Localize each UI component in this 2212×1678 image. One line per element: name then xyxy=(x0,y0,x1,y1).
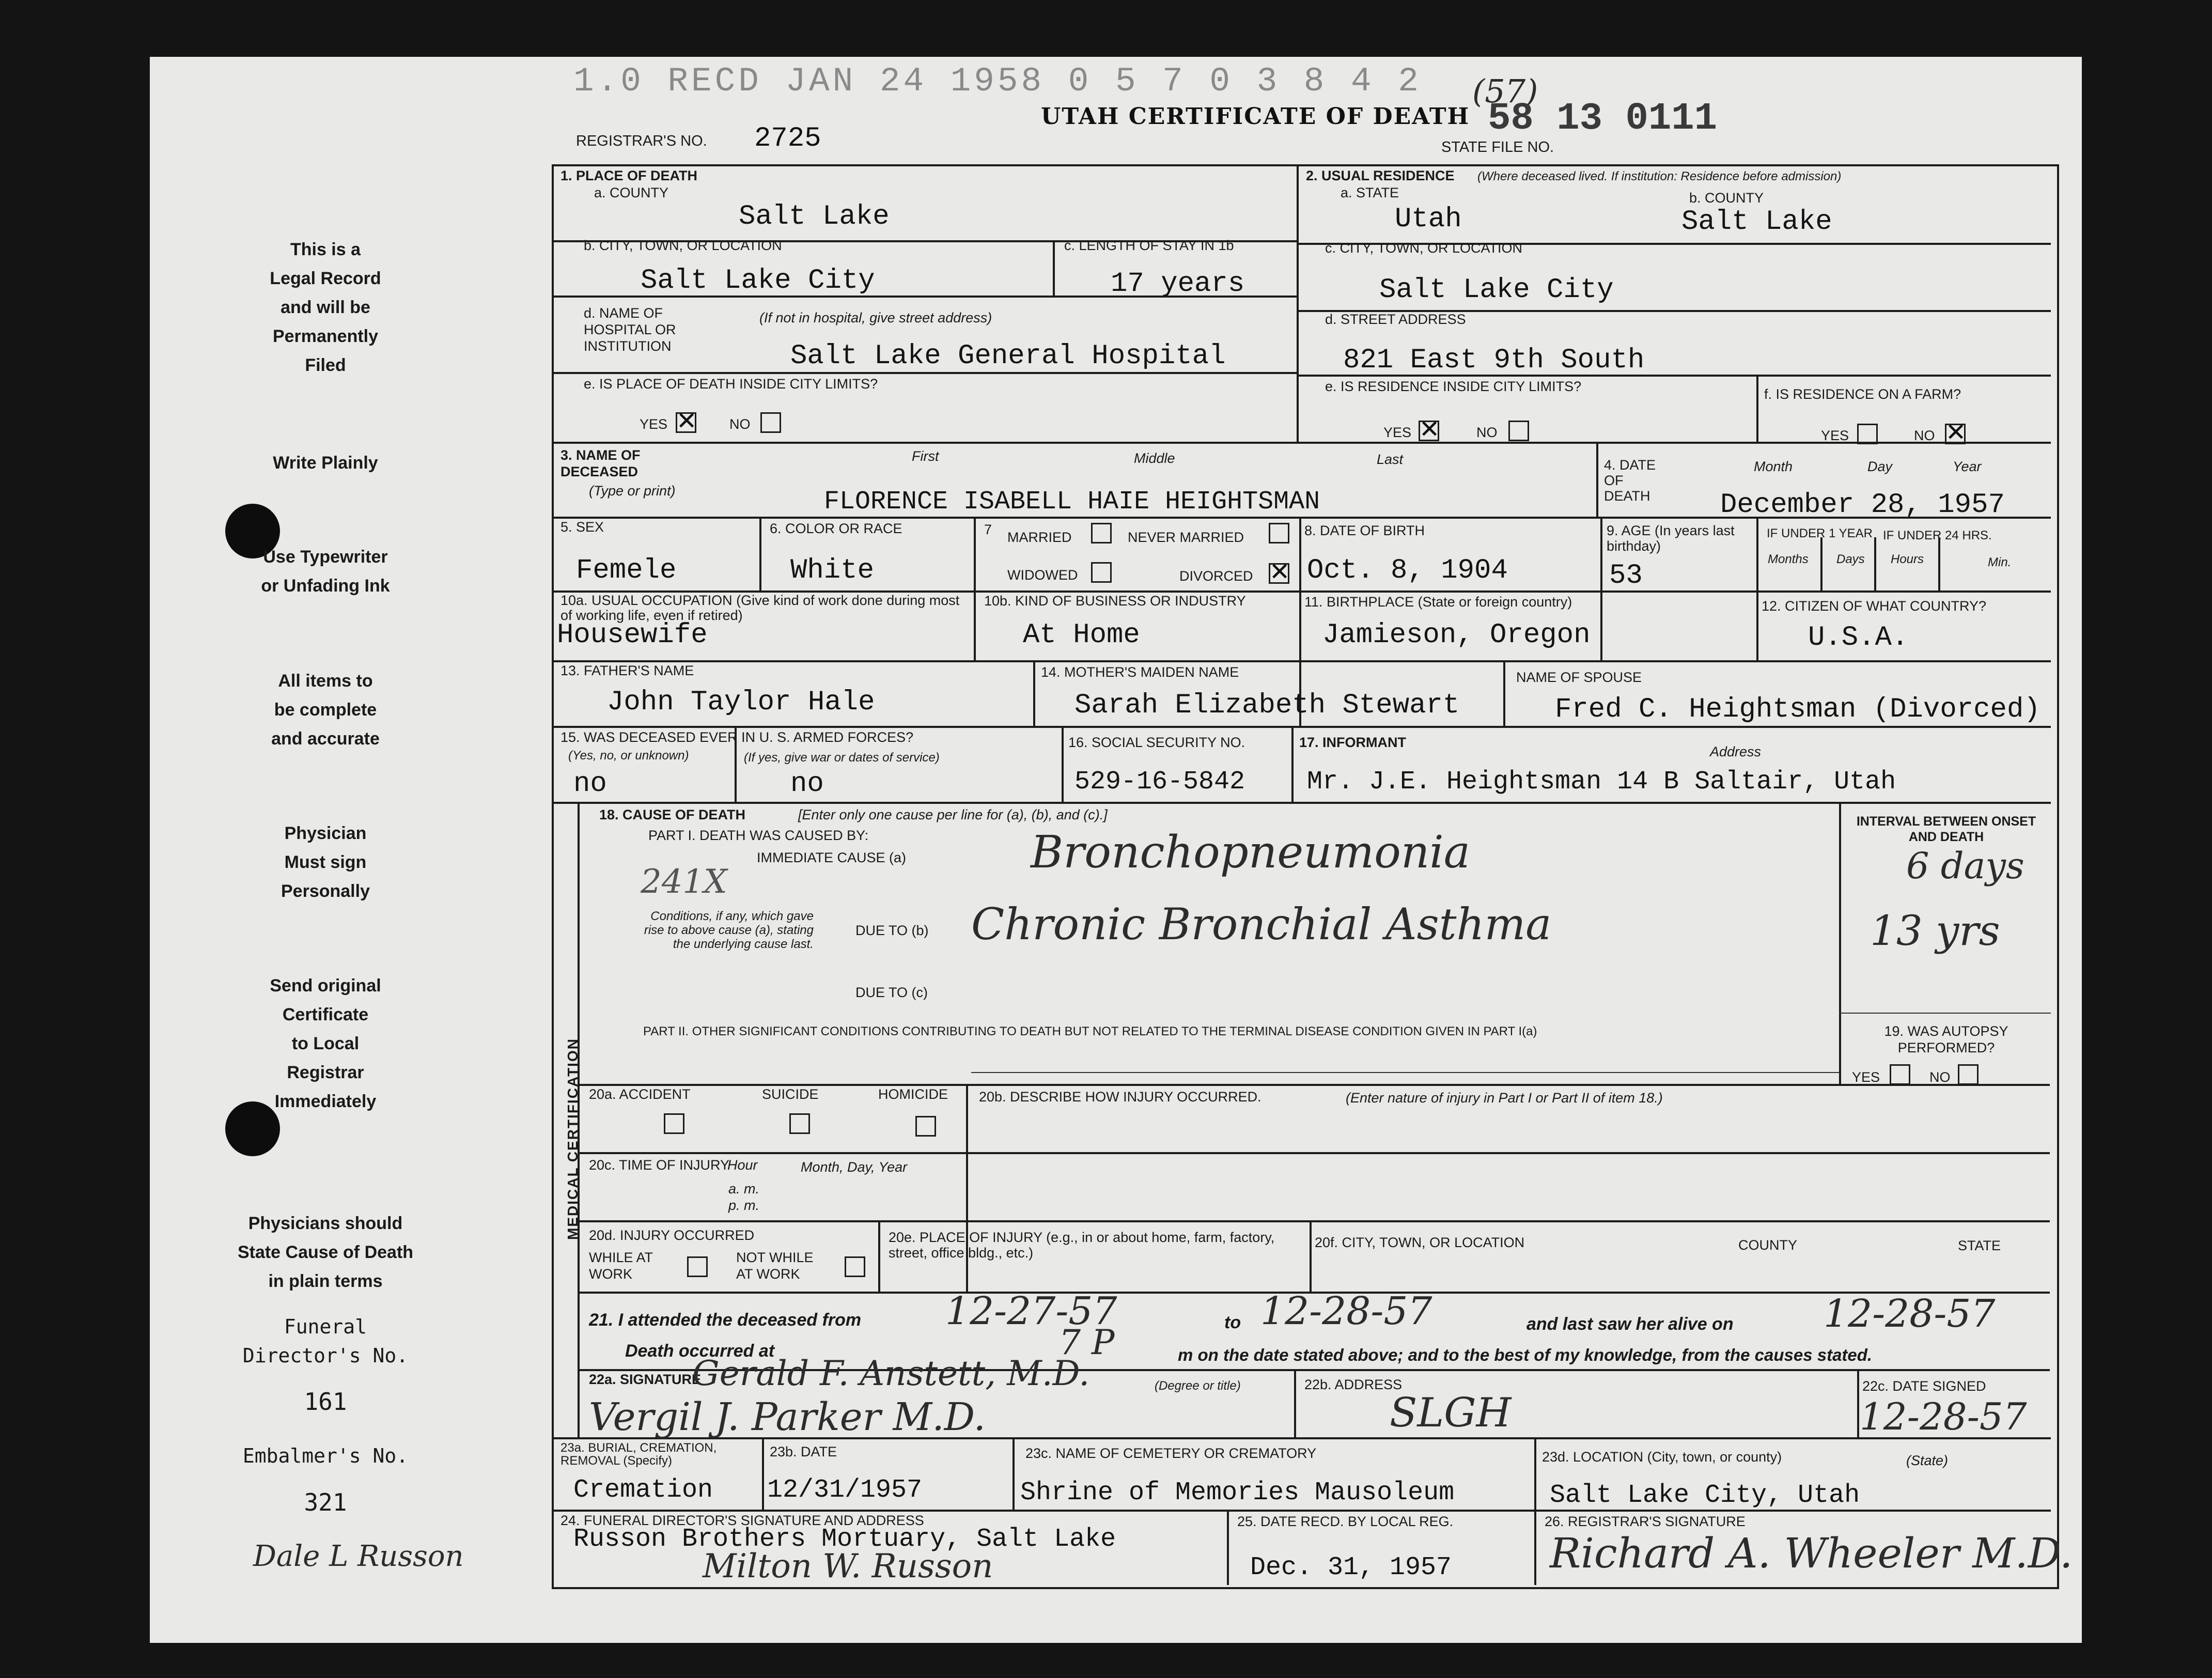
funeral-director-signature: Milton W. Russon xyxy=(703,1547,993,1586)
typewriter-note: Use Typewriter or Unfading Ink xyxy=(261,547,390,596)
immediate-cause-label: IMMEDIATE CAUSE (a) xyxy=(757,850,907,865)
state-file-handwritten: (57) xyxy=(1472,72,1538,110)
business-value: At Home xyxy=(1023,619,1140,651)
dob-label: 8. DATE OF BIRTH xyxy=(1304,523,1425,538)
first-name-label: First xyxy=(912,448,939,464)
married-label: MARRIED xyxy=(1007,530,1072,545)
registrar-label: REGISTRAR'S NO. xyxy=(576,133,707,149)
informant-label: 17. INFORMANT xyxy=(1299,735,1407,750)
occupation-label: 10a. USUAL OCCUPATION (Give kind of work done during most of working life, even if retired) xyxy=(560,593,960,623)
place-inside-yes-checkbox[interactable] xyxy=(676,412,696,433)
injury-state-label: STATE xyxy=(1958,1238,2001,1253)
suicide-checkbox[interactable] xyxy=(789,1113,810,1134)
widowed-label: WIDOWED xyxy=(1007,567,1078,583)
stay-label: c. LENGTH OF STAY IN 1b xyxy=(1064,238,1234,253)
burial-date-label: 23b. DATE xyxy=(770,1444,837,1459)
spouse-label: NAME OF SPOUSE xyxy=(1516,670,1642,685)
autopsy-no-checkbox[interactable] xyxy=(1958,1064,1979,1085)
never-married-label: NEVER MARRIED xyxy=(1128,530,1244,545)
hospital-note: (If not in hospital, give street address) xyxy=(759,310,992,325)
married-checkbox[interactable] xyxy=(1091,523,1112,543)
farm-yes-label: YES xyxy=(1821,428,1849,443)
death-occurred-label: Death occurred at xyxy=(625,1341,775,1361)
interval-label: INTERVAL BETWEEN ONSET AND DEATH xyxy=(1856,814,2036,844)
not-while-at-work-checkbox[interactable] xyxy=(845,1256,865,1277)
father-name: John Taylor Hale xyxy=(607,687,875,718)
county-label: a. COUNTY xyxy=(594,185,669,200)
citizen-value: U.S.A. xyxy=(1808,622,1909,654)
describe-injury-label: 20b. DESCRIBE HOW INJURY OCCURRED. xyxy=(979,1089,1261,1105)
degree-label: (Degree or title) xyxy=(1155,1379,1241,1393)
hours-label: Hours xyxy=(1891,552,1924,566)
res-state-label: a. STATE xyxy=(1341,185,1399,200)
state-file-label: STATE FILE NO. xyxy=(1441,139,1554,156)
place-inside-no-checkbox[interactable] xyxy=(760,412,781,433)
dod-day-label: Day xyxy=(1867,459,1893,474)
under-1-year-label: IF UNDER 1 YEAR xyxy=(1767,526,1873,540)
while-at-work-checkbox[interactable] xyxy=(687,1256,708,1277)
cause-code: 241X xyxy=(641,863,727,901)
attended-to: 12-28-57 xyxy=(1260,1289,1432,1333)
citizen-label: 12. CITIZEN OF WHAT COUNTRY? xyxy=(1762,598,1987,614)
medical-certification-label: MEDICAL CERTIFICATION xyxy=(565,1038,581,1240)
binder-hole-bottom xyxy=(225,1101,280,1156)
stamp-number: 1.0 RECD JAN 24 1958 0 5 7 0 3 8 4 2 xyxy=(573,62,1422,101)
cause-b-value: Chronic Bronchial Asthma xyxy=(971,899,1552,950)
min-label: Min. xyxy=(1988,555,2012,569)
farm-yes-checkbox[interactable] xyxy=(1857,424,1878,444)
middle-name-label: Middle xyxy=(1134,450,1175,466)
death-time: 7 P xyxy=(1059,1323,1115,1362)
residence-note: (Where deceased lived. If institution: Residence before admission) xyxy=(1477,169,1842,183)
race-value: White xyxy=(790,555,875,586)
autopsy-yes-checkbox[interactable] xyxy=(1890,1064,1910,1085)
date-of-birth: Oct. 8, 1904 xyxy=(1307,555,1508,586)
state-file-number: 58 13 0111 xyxy=(1488,97,1718,141)
date-signed-label: 22c. DATE SIGNED xyxy=(1862,1378,1986,1394)
physician-note: Physician Must sign Personally xyxy=(281,824,370,901)
dod-year-label: Year xyxy=(1953,459,1982,474)
cause-of-death-label: 18. CAUSE OF DEATH xyxy=(599,807,746,822)
residence-county: Salt Lake xyxy=(1681,206,1832,238)
funeral-director-label-24: 24. FUNERAL DIRECTOR'S SIGNATURE AND ADDRESS xyxy=(560,1513,924,1528)
occupation-value: Housewife xyxy=(557,619,708,651)
divorced-checkbox[interactable] xyxy=(1269,563,1289,584)
pm-label: p. m. xyxy=(728,1198,760,1213)
certificate-title: UTAH CERTIFICATE OF DEATH xyxy=(1041,103,1470,130)
res-limits-label: e. IS RESIDENCE INSIDE CITY LIMITS? xyxy=(1325,379,1582,394)
accident-checkbox[interactable] xyxy=(664,1113,684,1134)
homicide-label: HOMICIDE xyxy=(878,1086,948,1102)
place-of-death-label: 1. PLACE OF DEATH xyxy=(560,168,698,183)
farm-label: f. IS RESIDENCE ON A FARM? xyxy=(1764,386,1961,402)
death-city: Salt Lake City xyxy=(641,265,875,297)
burial-label: 23a. BURIAL, CREMATION, REMOVAL (Specify) xyxy=(560,1441,717,1468)
mother-name: Sarah Elizabeth Stewart xyxy=(1074,690,1460,721)
cemetery-value: Shrine of Memories Mausoleum xyxy=(1020,1478,1455,1508)
birthplace-label: 11. BIRTHPLACE (State or foreign country) xyxy=(1304,594,1572,610)
hospital-label: d. NAME OF HOSPITAL OR INSTITUTION xyxy=(584,305,676,354)
length-of-stay: 17 years xyxy=(1111,268,1245,300)
date-received-label: 25. DATE RECD. BY LOCAL REG. xyxy=(1237,1514,1454,1529)
while-at-work-label: WHILE AT WORK xyxy=(589,1250,653,1282)
write-plainly-note: Write Plainly xyxy=(273,453,378,473)
place-yes-label: YES xyxy=(640,416,668,432)
burial-value: Cremation xyxy=(573,1475,713,1505)
sex-value: Femele xyxy=(576,555,677,586)
death-county: Salt Lake xyxy=(739,201,890,232)
hospital-name: Salt Lake General Hospital xyxy=(790,340,1226,372)
month-day-year-label: Month, Day, Year xyxy=(801,1159,908,1175)
registrar-number: 2725 xyxy=(754,123,821,154)
cemetery-label: 23c. NAME OF CEMETERY OR CREMATORY xyxy=(1025,1446,1317,1461)
res-county-label: b. COUNTY xyxy=(1689,190,1764,206)
funeral-director-value: Russon Brothers Mortuary, Salt Lake xyxy=(573,1525,1116,1554)
registrar-signature: Richard A. Wheeler M.D. xyxy=(1550,1529,2073,1577)
injury-occurred-label: 20d. INJURY OCCURRED xyxy=(589,1228,755,1243)
last-name-label: Last xyxy=(1377,452,1404,467)
informant-value: Mr. J.E. Heightsman 14 B Saltair, Utah xyxy=(1307,767,1896,797)
attended-label: 21. I attended the deceased from xyxy=(589,1310,862,1330)
date-signed: 12-28-57 xyxy=(1860,1395,2027,1438)
street-address: 821 East 9th South xyxy=(1343,345,1645,376)
items-complete-note: All items to be complete and accurate xyxy=(271,671,380,749)
burial-state-label: (State) xyxy=(1906,1453,1949,1468)
embalmer-label: Embalmer's No. xyxy=(242,1444,409,1467)
informant-address-label: Address xyxy=(1710,744,1762,759)
time-of-injury-label: 20c. TIME OF INJURY xyxy=(589,1157,730,1173)
send-original-note: Send original Certificate to Local Registrar Immediately xyxy=(270,976,381,1111)
not-while-at-work-label: NOT WHILE AT WORK xyxy=(736,1250,814,1282)
physician-address: SLGH xyxy=(1390,1390,1512,1436)
residence-inside-yes-checkbox[interactable] xyxy=(1419,421,1439,441)
burial-date: 12/31/1957 xyxy=(767,1475,923,1505)
armed-forces-value: no xyxy=(573,768,607,800)
residence-inside-no-checkbox[interactable] xyxy=(1508,421,1529,441)
days-label: Days xyxy=(1836,552,1865,566)
burial-location: Salt Lake City, Utah xyxy=(1550,1481,1860,1510)
age-value: 53 xyxy=(1609,560,1643,592)
part2-label: PART II. OTHER SIGNIFICANT CONDITIONS CONTRIBUTING TO DEATH BUT NOT RELATED TO THE TERMINAL DISEASE CONDITION GIVEN IN PART I(a) xyxy=(643,1024,1537,1038)
residence-state: Utah xyxy=(1395,204,1462,235)
race-label: 6. COLOR OR RACE xyxy=(770,521,902,536)
homicide-checkbox[interactable] xyxy=(915,1116,936,1137)
farm-no-checkbox[interactable] xyxy=(1945,424,1966,444)
cause-a-value: Bronchopneumonia xyxy=(1031,827,1471,878)
deceased-name-label: 3. NAME OF DECEASED xyxy=(560,447,641,479)
describe-injury-note: (Enter nature of injury in Part I or Part II of item 18.) xyxy=(1346,1090,1663,1106)
father-label: 13. FATHER'S NAME xyxy=(560,663,694,678)
inside-limits-label: e. IS PLACE OF DEATH INSIDE CITY LIMITS? xyxy=(584,376,878,392)
residence-city: Salt Lake City xyxy=(1379,274,1614,306)
cause-of-death-note: [Enter only one cause per line for (a), (b), and (c).] xyxy=(798,807,1108,822)
months-label: Months xyxy=(1768,552,1809,566)
residence-label: 2. USUAL RESIDENCE xyxy=(1306,168,1455,183)
injury-city-label: 20f. CITY, TOWN, OR LOCATION xyxy=(1315,1235,1525,1250)
place-no-label: NO xyxy=(729,416,751,432)
sex-label: 5. SEX xyxy=(560,519,604,535)
funeral-director-label: Funeral Director's No. xyxy=(242,1315,409,1367)
physician-address-label: 22b. ADDRESS xyxy=(1304,1377,1403,1392)
spouse-name: Fred C. Heightsman (Divorced) xyxy=(1555,694,2040,725)
dod-month-label: Month xyxy=(1754,459,1793,474)
date-received: Dec. 31, 1957 xyxy=(1250,1553,1452,1582)
date-of-death: December 28, 1957 xyxy=(1720,489,2005,521)
ssn-label: 16. SOCIAL SECURITY NO. xyxy=(1068,735,1245,750)
deceased-name-note: (Type or print) xyxy=(589,483,676,499)
interval-a-value: 6 days xyxy=(1906,845,2024,887)
last-seen-label: and last saw her alive on xyxy=(1526,1314,1734,1334)
due-to-b-label: DUE TO (b) xyxy=(855,923,929,938)
street-label: d. STREET ADDRESS xyxy=(1325,312,1466,327)
conditions-note: Conditions, if any, which gave rise to above cause (a), stating the underlying cause last. xyxy=(644,909,814,951)
burial-location-label: 23d. LOCATION (City, town, or county) xyxy=(1542,1449,1782,1465)
due-to-c-label: DUE TO (c) xyxy=(855,985,928,1000)
deceased-name: FLORENCE ISABELL HAIE HEIGHTSMAN xyxy=(824,487,1320,517)
accident-label: 20a. ACCIDENT xyxy=(589,1086,691,1102)
res-yes-label: YES xyxy=(1383,425,1412,440)
attended-from: 12-27-57 xyxy=(945,1289,1117,1333)
age-label: 9. AGE (In years last birthday) xyxy=(1607,523,1735,554)
autopsy-no-label: NO xyxy=(1929,1069,1951,1085)
place-of-injury-label: 20e. PLACE OF INJURY (e.g., in or about home, farm, factory, street, office bldg., etc.) xyxy=(889,1230,1275,1261)
war-service-note: (If yes, give war or dates of service) xyxy=(744,751,940,765)
legal-record-note: This is a Legal Record and will be Permanently Filed xyxy=(270,240,381,375)
ssn-value: 529-16-5842 xyxy=(1074,767,1245,797)
part1-label: PART I. DEATH WAS CAUSED BY: xyxy=(648,828,869,843)
signature-label: 22a. SIGNATURE xyxy=(589,1372,702,1387)
armed-forces-note: (Yes, no, or unknown) xyxy=(568,749,689,763)
funeral-director-no: 161 xyxy=(304,1388,347,1416)
armed-forces-label: 15. WAS DECEASED EVER IN U. S. ARMED FORCES? xyxy=(560,729,914,745)
registrar-signature-label: 26. REGISTRAR'S SIGNATURE xyxy=(1545,1514,1746,1529)
res-city-label: c. CITY, TOWN, OR LOCATION xyxy=(1325,240,1523,256)
state-cause-note: Physicians should State Cause of Death in plain terms xyxy=(237,1214,414,1291)
embalmer-no: 321 xyxy=(304,1488,347,1516)
injury-county-label: COUNTY xyxy=(1738,1237,1797,1253)
birthplace-value: Jamieson, Oregon xyxy=(1322,619,1591,651)
embalmer-signature: Dale L Russon xyxy=(253,1540,464,1573)
am-label: a. m. xyxy=(728,1181,760,1197)
mother-label: 14. MOTHER'S MAIDEN NAME xyxy=(1041,664,1239,680)
war-service-value: no xyxy=(790,768,824,800)
death-city-label: b. CITY, TOWN, OR LOCATION xyxy=(584,238,782,253)
autopsy-label: 19. WAS AUTOPSY PERFORMED? xyxy=(1884,1023,2008,1055)
physician-signature-1: Gerald F. Anstett, M.D. xyxy=(692,1354,1090,1393)
res-no-label: NO xyxy=(1476,425,1498,440)
interval-b-value: 13 yrs xyxy=(1870,907,2000,955)
marital-number: 7 xyxy=(984,522,992,537)
death-occurred-rest: m on the date stated above; and to the best of my knowledge, from the causes stated. xyxy=(1178,1345,1873,1364)
under-24-hrs-label: IF UNDER 24 HRS. xyxy=(1883,529,1992,542)
suicide-label: SUICIDE xyxy=(762,1086,819,1102)
divorced-label: DIVORCED xyxy=(1179,568,1253,584)
last-seen-date: 12-28-57 xyxy=(1824,1292,1996,1336)
attended-to-label: to xyxy=(1224,1313,1241,1332)
hour-label: Hour xyxy=(727,1157,758,1173)
business-label: 10b. KIND OF BUSINESS OR INDUSTRY xyxy=(984,593,1246,609)
autopsy-yes-label: YES xyxy=(1852,1069,1880,1085)
never-married-checkbox[interactable] xyxy=(1269,523,1289,543)
farm-no-label: NO xyxy=(1914,428,1935,443)
date-of-death-label: 4. DATE OF DEATH xyxy=(1604,457,1656,504)
widowed-checkbox[interactable] xyxy=(1091,562,1112,583)
physician-signature-2: Vergil J. Parker M.D. xyxy=(589,1395,986,1439)
